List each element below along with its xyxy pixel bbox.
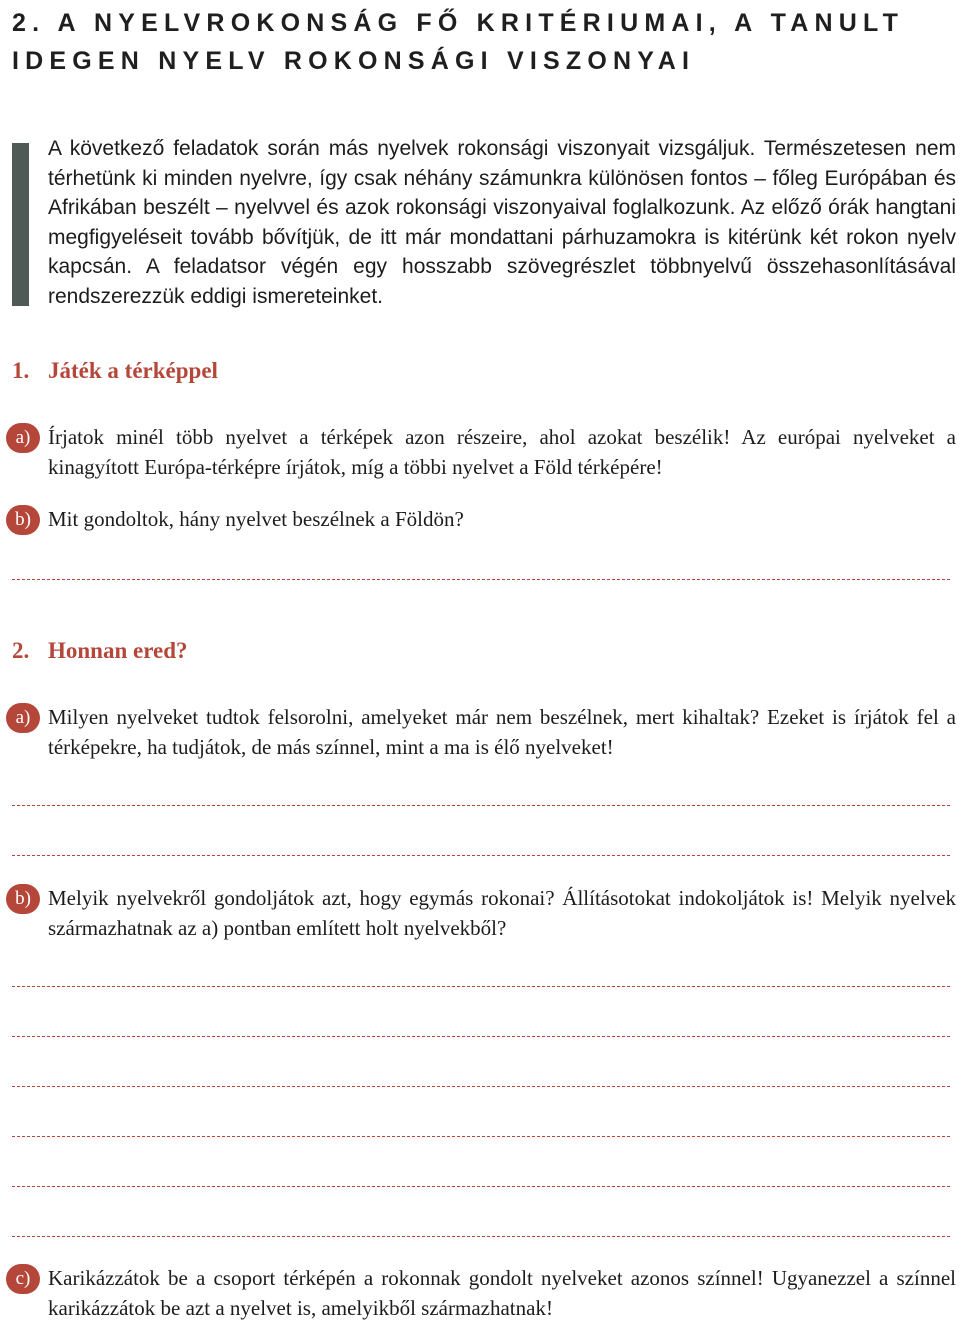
answer-line[interactable] bbox=[12, 1086, 950, 1087]
answer-line[interactable] bbox=[12, 855, 950, 856]
task-title: Honnan ered? bbox=[48, 638, 188, 663]
item-marker-badge: c) bbox=[6, 1264, 40, 1294]
answer-line[interactable] bbox=[12, 1236, 950, 1237]
task-title: Játék a térképpel bbox=[48, 358, 218, 383]
answer-line[interactable] bbox=[12, 986, 950, 987]
task-2-item-a-text: Milyen nyelveket tudtok felsorolni, amelyeket már nem beszélnek, mert kihaltak? Ezeket is írjátok fel a térképekre, ha tudjátok, de más színnel, mint a ma is élő nyelveket! bbox=[48, 705, 956, 759]
item-marker-badge: b) bbox=[6, 505, 40, 535]
task-number: 2. bbox=[12, 638, 30, 663]
intro-accent-bar bbox=[12, 143, 29, 306]
task-1-heading bbox=[12, 358, 218, 384]
answer-line[interactable] bbox=[12, 1186, 950, 1187]
answer-line[interactable] bbox=[12, 805, 950, 806]
item-marker-badge: b) bbox=[6, 884, 40, 914]
task-1-item-b-text: Mit gondoltok, hány nyelvet beszélnek a Földön? bbox=[48, 507, 464, 531]
task-2-heading bbox=[12, 638, 188, 664]
chapter-title: 2. A NYELVROKONSÁG FŐ KRITÉRIUMAI, A TANULT IDEGEN NYELV ROKONSÁGI VISZONYAI bbox=[12, 9, 905, 75]
task-2-item-b-text: Melyik nyelvekről gondoljátok azt, hogy egymás rokonai? Állításotokat indokoljátok is! Melyik nyelvek származhatnak az a) pontban említett holt nyelvekből? bbox=[48, 886, 956, 940]
task-number: 1. bbox=[12, 358, 30, 383]
item-marker-badge: a) bbox=[6, 423, 40, 453]
intro-paragraph: A következő feladatok során más nyelvek rokonsági viszonyait vizsgáljuk. Természetesen nem térhetünk ki minden nyelvre, így csak néhány számunkra különösen fontos – főleg Európában és Afrikában beszélt – nyelvvel és azok rokonsági viszonyaival foglalkozunk. Az előző órák hangtani megfigyeléseit tovább bővítjük, de itt már mondattani párhuzamokra is kitérünk két rokon nyelv kapcsán. A feladatsor végén egy hosszabb szövegrészlet többnyelvű összehasonlításával rendszerezzük eddigi ismereteinket. bbox=[48, 137, 956, 308]
task-2-item-c-text: Karikázzátok be a csoport térképén a rokonnak gondolt nyelveket azonos színnel! Ugyanezzel a színnel karikázzátok be azt a nyelvet is, amelyikből származhatnak! bbox=[48, 1266, 956, 1320]
answer-line[interactable] bbox=[12, 1036, 950, 1037]
answer-line[interactable] bbox=[12, 1136, 950, 1137]
item-marker-badge: a) bbox=[6, 703, 40, 733]
task-1-item-a-text: Írjatok minél több nyelvet a térképek azon részeire, ahol azokat beszélik! Az európai nyelveket a kinagyított Európa-térképre írjátok, míg a többi nyelvet a Föld térképére! bbox=[48, 425, 956, 479]
answer-line[interactable] bbox=[12, 579, 950, 580]
